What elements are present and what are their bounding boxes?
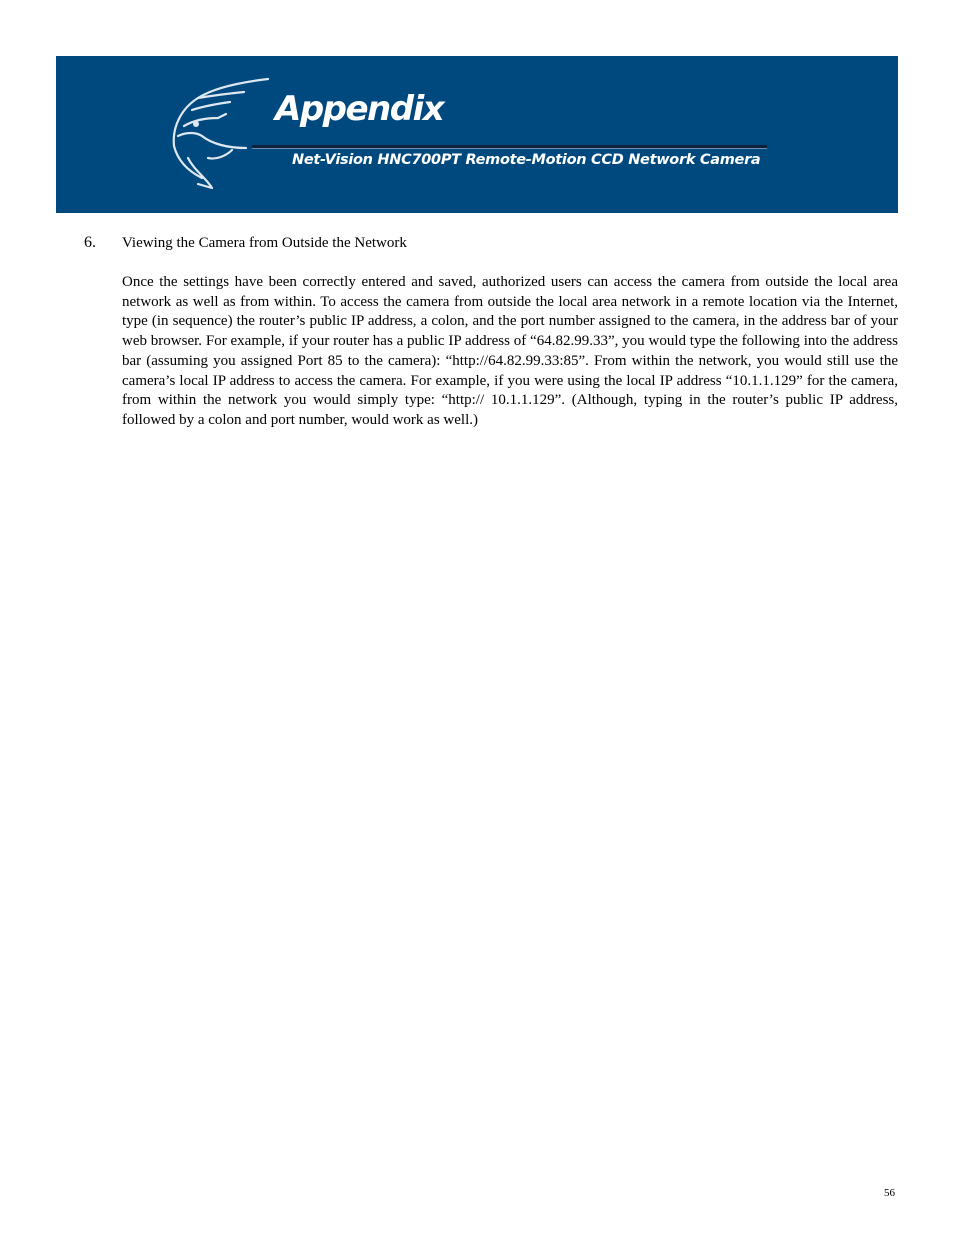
page-number: 56 [884,1187,895,1199]
eagle-head-icon [168,74,272,190]
section-number: 6. [84,234,96,251]
section-title: Viewing the Camera from Outside the Network [122,235,407,251]
section-paragraph: Once the settings have been correctly entered and saved, authorized users can access the camera from outside the local area network as well as from within. To access the camera from outside the local area network in a remote location via the Internet, type (in sequence) the router’s public IP address, a colon, and the port number assigned to the camera, in the address bar of your web browser. For example, if your router has a public IP address of “64.82.99.33”, you would type the following into the address bar (assuming you assigned Port 85 to the camera): “http://64.82.99.33:85”. From within the network, you would still use the camera’s local IP address to access the camera. For example, if you were using the local IP address “10.1.1.129” for the camera, from within the network you would simply type: “http:// 10.1.1.129”. (Although, typing in the router’s public IP address, followed by a colon and port number, would work as well.) [122,274,898,428]
product-subtitle: Net-Vision HNC700PT Remote-Motion CCD Network Camera [292,152,761,168]
page-title: Appendix [275,89,444,129]
header-divider [252,145,767,148]
section-heading [84,233,407,253]
header-banner [56,56,898,213]
